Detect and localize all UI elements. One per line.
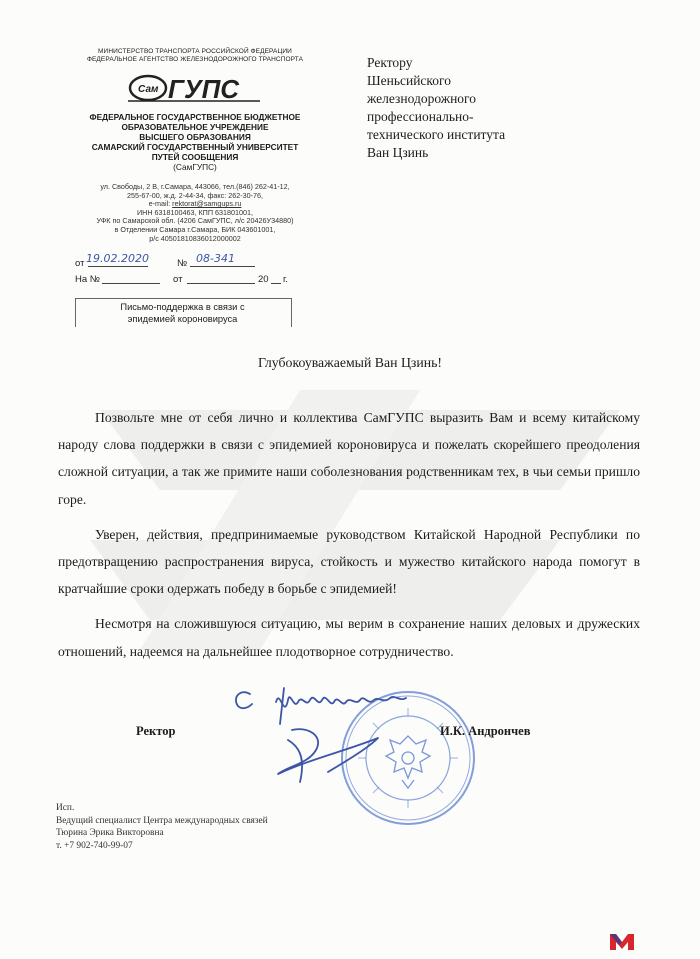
email-link[interactable]: rektorat@samgups.ru — [172, 199, 242, 209]
addressee-block — [367, 54, 505, 162]
addressee-line: Ван Цзинь — [367, 145, 429, 160]
body-paragraph: Несмотря на сложившуюся ситуацию, мы верим в сохранение наших деловых и дружеских отношений, надеемся на дальнейшее плодотворное сотрудничество. — [58, 616, 640, 659]
executor-position: Ведущий специалист Центра международных связей — [56, 815, 268, 826]
from-label: от — [75, 258, 85, 269]
year-end: г. — [283, 274, 288, 285]
email-label: e-mail: — [148, 199, 171, 209]
subject-line: Письмо-поддержка в связи с — [120, 302, 245, 312]
year-prefix: 20 — [258, 274, 269, 285]
address-line: УФК по Самарской обл. (4206 СамГУПС, л/с 20426У34880) — [96, 216, 294, 226]
signatory-role: Ректор — [136, 724, 176, 738]
body-paragraph: Уверен, действия, предпринимаемые руководством Китайской Народной Республики по предотвращению распространения вируса, стойкость и мужество китайского народа помогут в кратчайшие сроки одержать победу в борьбе с эпидемией! — [58, 526, 640, 597]
executor-label: Исп. — [56, 803, 75, 813]
svg-text:Сам: Сам — [138, 84, 159, 95]
registration-block — [0, 0, 320, 300]
address-line: р/с 40501810836012000002 — [149, 233, 241, 243]
ministry-line: МИНИСТЕРСТВО ТРАНСПОРТА РОССИЙСКОЙ ФЕДЕРАЦИИ — [98, 48, 292, 55]
subject — [75, 301, 290, 325]
handwritten-signature — [228, 680, 458, 790]
executor-phone: т. +7 902-740-99-07 — [56, 840, 133, 851]
address-line: ИНН 6318100463, КПП 631801001, — [136, 207, 253, 217]
addressee-line: Ректору — [367, 55, 413, 70]
letter-number: 08-341 — [196, 252, 235, 265]
letter-date: 19.02.2020 — [86, 252, 149, 265]
org-line: САМАРСКИЙ ГОСУДАРСТВЕННЫЙ УНИВЕРСИТЕТ — [91, 142, 299, 152]
signatory-name: И.К. Андрончев — [440, 724, 531, 738]
body-paragraph: Позвольте мне от себя лично и коллектива СамГУПС выразить Вам и всему китайскому народу слова поддержки в связи с эпидемией короновируса и пожелать скорейшего преодоления сложной ситуации, а так же примите наши соболезнования родственникам тех, в чьи семьи пришло горе. — [58, 410, 640, 507]
in-reply-label: На № — [75, 274, 100, 285]
in-reply-from-label: от — [173, 274, 183, 285]
salutation: Глубокоуважаемый Ван Цзинь! — [257, 355, 443, 370]
address-line: 255-67-00, ж.д. 2-44-34, факс: 262-30-76, — [126, 190, 263, 200]
address-line: в Отделении Самара г.Самара, БИК 043601001, — [114, 224, 276, 234]
addressee-line: Шеньсийского — [367, 73, 451, 88]
addressee-line: железнодорожного — [367, 91, 476, 106]
subject-line: эпидемией короновируса — [127, 314, 238, 324]
executor-info — [56, 802, 268, 852]
org-short-name: (СамГУПС) — [173, 162, 217, 172]
letter-body — [58, 404, 640, 673]
addressee-line: профессионально- — [367, 109, 474, 124]
svg-text:ГУПС: ГУПС — [168, 74, 240, 104]
executor-name: Тюрина Эрика Викторовна — [56, 828, 164, 839]
corner-logo-icon — [608, 930, 636, 952]
addressee-line: технического института — [367, 127, 506, 142]
org-line: ПУТЕЙ СООБЩЕНИЯ — [151, 152, 239, 162]
org-line: ФЕДЕРАЛЬНОЕ ГОСУДАРСТВЕННОЕ БЮДЖЕТНОЕ — [89, 112, 301, 122]
org-line: ВЫСШЕГО ОБРАЗОВАНИЯ — [139, 132, 251, 142]
number-label: № — [177, 258, 188, 269]
org-line: ОБРАЗОВАТЕЛЬНОЕ УЧРЕЖДЕНИЕ — [121, 122, 269, 132]
agency-line: ФЕДЕРАЛЬНОЕ АГЕНТСТВО ЖЕЛЕЗНОДОРОЖНОГО ТРАНСПОРТА — [86, 56, 304, 63]
address-line: ул. Свободы, 2 В, г.Самара, 443066, тел.(846) 262-41-12, — [100, 182, 290, 191]
